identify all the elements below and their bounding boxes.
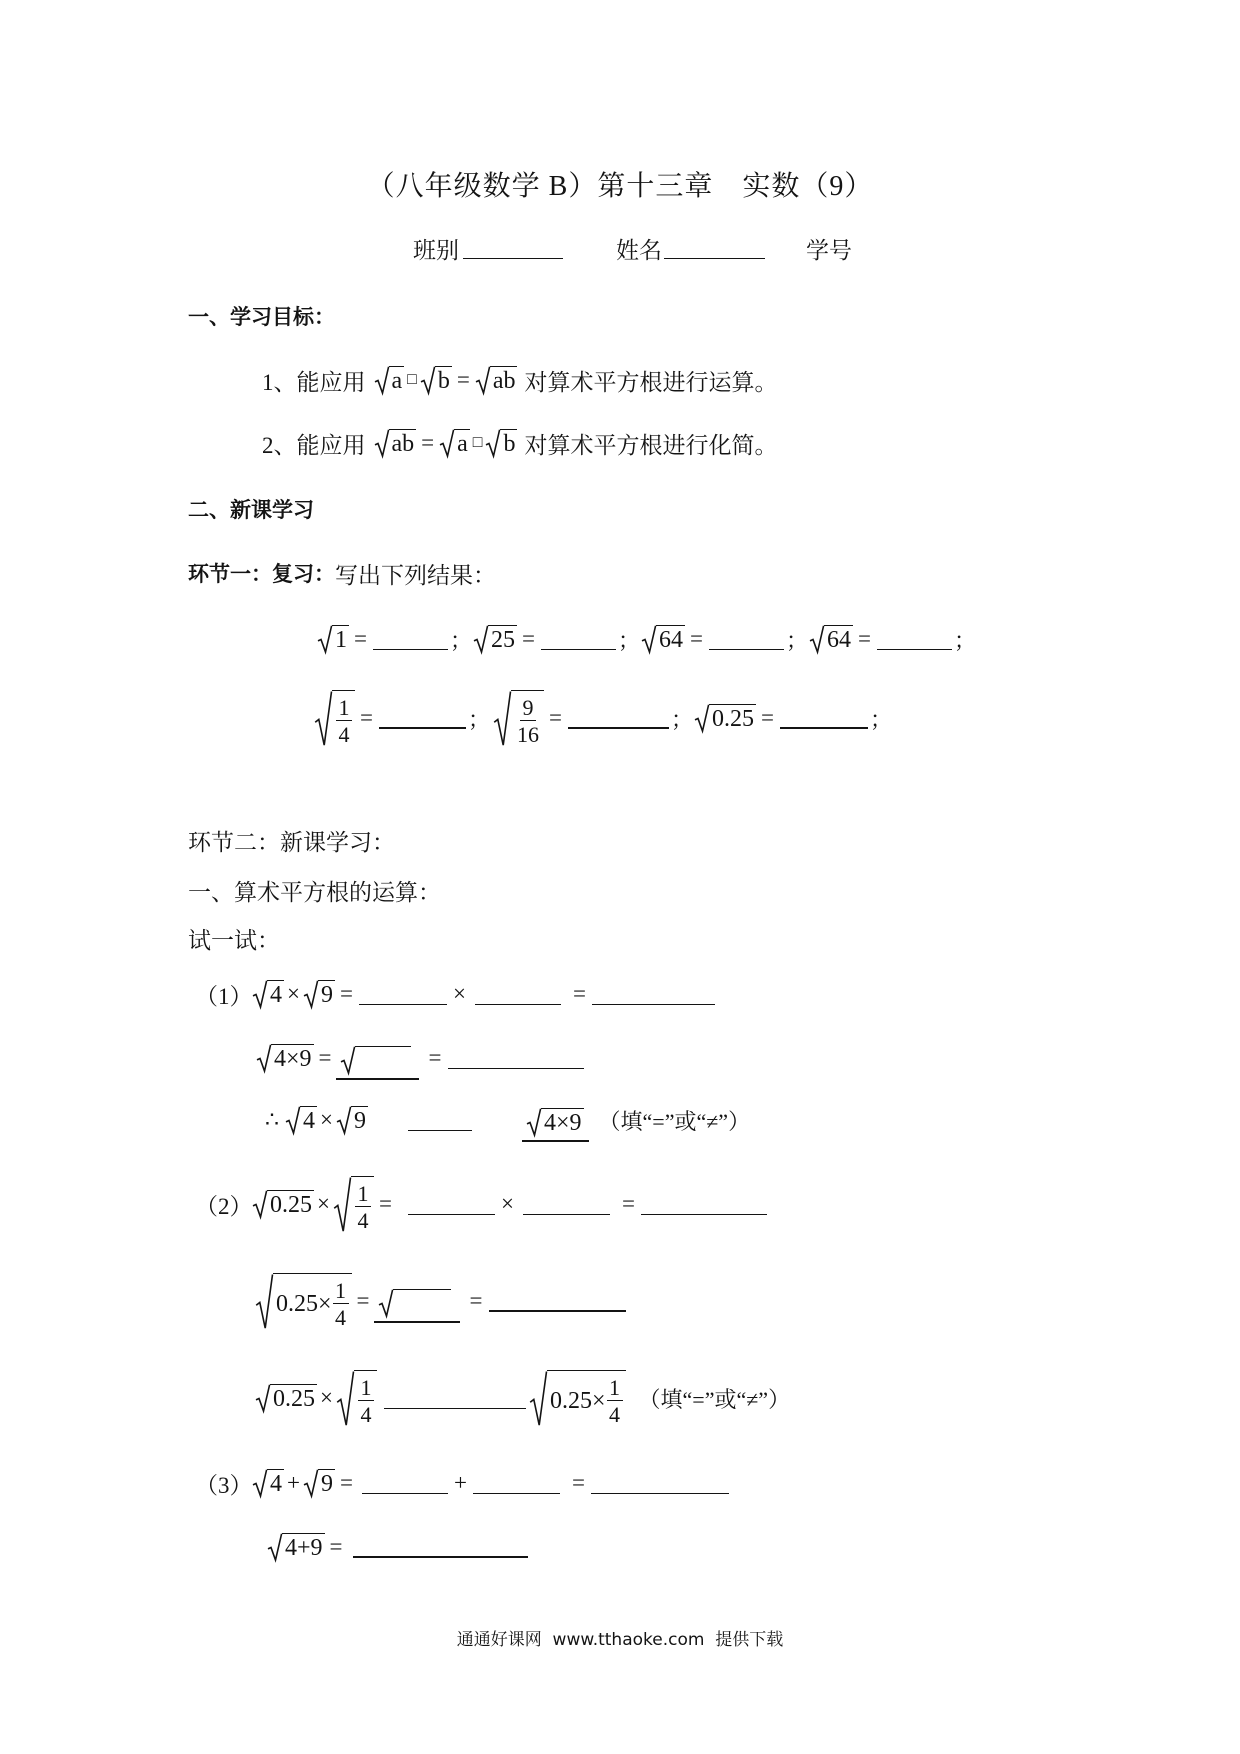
radical-sign: [493, 690, 511, 747]
radical-sign: [267, 1533, 282, 1561]
equals-sign: =: [354, 626, 367, 651]
fill-hint: （填“=”或“≠”）: [638, 1386, 791, 1412]
radical-sign: [252, 1469, 267, 1497]
answer-blank: [448, 1047, 584, 1069]
exercise-3-line-2: [266, 1507, 530, 1587]
radical-sign: [256, 1044, 271, 1072]
fill-hint: （填“=”或“≠”）: [598, 1108, 751, 1134]
equals-sign: =: [621, 1191, 635, 1216]
radical-stroke: [286, 1107, 300, 1133]
numerator: 1: [336, 695, 352, 721]
answer-blank-radical: [336, 1046, 419, 1080]
sqrt-expression: [267, 1533, 325, 1561]
sqrt-product-fraction: [255, 1273, 352, 1330]
radicand: [332, 690, 355, 747]
answer-blank: [362, 1472, 448, 1494]
sqrt-fraction: [493, 690, 544, 747]
answer-blank: [641, 1193, 767, 1215]
review-task: 写出下列结果：: [335, 562, 496, 588]
equals-sign: =: [318, 1045, 332, 1070]
radicand: 64: [824, 625, 853, 653]
sqrt-product-fraction: [529, 1370, 626, 1427]
radicand: a: [454, 429, 470, 457]
objective-lead: 1、能应用: [262, 369, 366, 395]
answer-blank: [709, 628, 784, 650]
therefore-sign: ∴: [265, 1107, 279, 1132]
radical-stroke: [256, 1385, 270, 1411]
sqrt-expression: [252, 1190, 314, 1218]
fraction: [355, 1181, 371, 1233]
class-label: 班别: [413, 237, 459, 263]
radical-stroke: [337, 1371, 353, 1425]
radical-sign: [374, 366, 389, 394]
radicand: [273, 1273, 352, 1330]
equals-sign: =: [469, 1288, 483, 1313]
try-label: 试一试：: [188, 927, 280, 953]
separator: ；: [617, 627, 640, 653]
radical-sign: [694, 704, 709, 732]
separator: ；: [953, 627, 976, 653]
radical-stroke: [304, 1470, 318, 1496]
fraction: [333, 1278, 349, 1330]
equals-sign: =: [339, 1470, 353, 1495]
underlined-expression: [522, 1108, 589, 1142]
sqrt-expression: [485, 429, 517, 457]
name-label: 姓名: [616, 237, 662, 263]
radicand: 9: [351, 1106, 368, 1134]
answer-blank: [592, 983, 715, 1005]
radicand: 0.25: [709, 704, 756, 732]
radical-stroke: [256, 1274, 272, 1328]
radical-stroke: [318, 626, 332, 652]
sqrt-expression: [641, 625, 685, 653]
equals-sign: =: [360, 705, 373, 730]
radicand: 4: [267, 1469, 284, 1497]
sqrt-expression: [252, 980, 284, 1008]
radicand-blank: [393, 1289, 451, 1317]
radical-stroke: [695, 705, 709, 731]
radical-sign: [340, 1046, 355, 1074]
numerator: 1: [333, 1278, 349, 1304]
separator: ；: [449, 627, 472, 653]
sqrt-expression: [473, 625, 517, 653]
class-blank: [463, 237, 563, 259]
answer-blank: [780, 707, 868, 729]
sqrt-expression: [439, 429, 470, 457]
topic-heading: 一、算术平方根的运算：: [188, 879, 441, 905]
answer-blank: [473, 1472, 560, 1494]
radicand: 0.25: [267, 1190, 314, 1218]
numerator: 1: [358, 1375, 374, 1401]
equals-sign: =: [522, 626, 535, 651]
radicand: a: [389, 366, 405, 394]
answer-blank: [541, 628, 616, 650]
exercise-label: （2）: [195, 1193, 253, 1219]
radicand: 4: [300, 1106, 317, 1134]
radical-stroke: [375, 367, 389, 393]
answer-blank: [475, 983, 561, 1005]
equals-sign: =: [421, 430, 435, 455]
denominator: 4: [338, 721, 350, 747]
radical-stroke: [474, 626, 488, 652]
exercise-2-line-3: [254, 1358, 790, 1438]
denominator: 4: [335, 1304, 347, 1330]
radicand: [547, 1370, 626, 1427]
radical-stroke: [253, 1191, 267, 1217]
numerator: 1: [607, 1375, 623, 1401]
radicand: [354, 1370, 377, 1427]
exercise-2-line-2: [254, 1261, 628, 1341]
sqrt-expression: [285, 1106, 317, 1134]
answer-blank: [568, 707, 669, 729]
exercise-label: （1）: [195, 983, 253, 1009]
sqrt-expression: [694, 704, 756, 732]
exercise-2-line-1: [195, 1164, 769, 1244]
denominator: 4: [360, 1401, 372, 1427]
answer-blank: [379, 707, 466, 729]
radical-sign: [314, 690, 332, 747]
radical-sign: [420, 366, 435, 394]
radicand: b: [500, 429, 517, 457]
radical-stroke: [253, 981, 267, 1007]
answer-blank: [359, 983, 447, 1005]
equals-sign: =: [571, 1470, 585, 1495]
radical-stroke: [334, 1177, 350, 1231]
separator: ；: [467, 706, 490, 732]
radicand-lead: 0.25×: [276, 1290, 332, 1317]
fraction: [515, 695, 541, 747]
times-sign: ×: [320, 1385, 333, 1410]
radical-sign: [378, 1289, 393, 1317]
radical-stroke: [527, 1109, 541, 1135]
sqrt-expression: [475, 366, 518, 394]
radicand: ab: [389, 429, 417, 457]
sqrt-expression: [303, 980, 335, 1008]
radical-sign: [475, 366, 490, 394]
radicand: 9: [318, 1469, 335, 1497]
answer-blank: [591, 1472, 729, 1494]
radical-sign: [252, 980, 267, 1008]
numerator: 9: [520, 695, 536, 721]
sqrt-fraction: [314, 690, 355, 747]
footer-credit: 通通好课网 www.tthaoke.com 提供下载: [456, 1629, 784, 1650]
equals-sign: =: [329, 1534, 343, 1559]
denominator: 4: [357, 1207, 369, 1233]
radical-sign: [439, 429, 454, 457]
plus-sign: +: [287, 1470, 300, 1495]
sqrt-expression: [336, 1106, 368, 1134]
answer-blank: [373, 628, 448, 650]
radicand: 0.25: [270, 1384, 317, 1412]
separator: ；: [869, 706, 892, 732]
radical-sign: [333, 1176, 351, 1233]
radicand: b: [435, 366, 452, 394]
radicand: 4: [267, 980, 284, 1008]
objective-item-2: [262, 403, 777, 483]
objective-tail: 对算术平方根进行运算。: [524, 369, 778, 395]
fraction: [607, 1375, 623, 1427]
radicand: 4×9: [271, 1044, 314, 1072]
radical-sign: [809, 625, 824, 653]
radicand: [351, 1176, 374, 1233]
times-sign: ×: [452, 981, 466, 1006]
radical-sign: [336, 1370, 354, 1427]
radical-stroke: [253, 1470, 267, 1496]
sqrt-expression: [317, 625, 349, 653]
student-info-row: [413, 208, 852, 288]
radical-sign: [255, 1273, 273, 1330]
radicand: 9: [318, 980, 335, 1008]
radical-stroke: [257, 1045, 271, 1071]
radicand: 25: [488, 625, 517, 653]
radical-stroke: [315, 691, 331, 745]
answer-blank: [877, 628, 952, 650]
new-lesson-heading: 二、新课学习: [188, 498, 314, 522]
stage-two-label: 环节二：新课学习：: [188, 829, 395, 855]
review-row-2: [313, 678, 892, 758]
fraction: [336, 695, 352, 747]
numerator: 1: [355, 1181, 371, 1207]
radical-sign: [303, 1469, 318, 1497]
sqrt-fraction: [333, 1176, 374, 1233]
equals-sign: =: [549, 705, 562, 730]
radical-sign: [252, 1190, 267, 1218]
radical-stroke: [375, 430, 389, 456]
equals-sign: =: [858, 626, 871, 651]
radical-stroke: [341, 1047, 355, 1073]
sqrt-expression: [340, 1046, 411, 1074]
review-row-1: [316, 599, 976, 679]
radical-stroke: [421, 367, 435, 393]
sqrt-expression: [526, 1108, 584, 1136]
operator-glyph: □: [407, 371, 417, 388]
denominator: 4: [609, 1401, 621, 1427]
radical-stroke: [642, 626, 656, 652]
radicand: 4+9: [282, 1533, 325, 1561]
radical-stroke: [440, 430, 454, 456]
radical-sign: [374, 429, 389, 457]
radical-stroke: [268, 1534, 282, 1560]
equals-sign: =: [339, 981, 353, 1006]
radical-sign: [285, 1106, 300, 1134]
comparison-blank: [408, 1109, 472, 1131]
sqrt-expression: [256, 1044, 314, 1072]
radical-sign: [526, 1108, 541, 1136]
operator-glyph: □: [472, 434, 483, 451]
objectives-heading: 一、学习目标：: [188, 305, 335, 329]
equals-sign: =: [690, 626, 703, 651]
equals-sign: =: [378, 1191, 392, 1216]
sqrt-expression: [420, 366, 452, 394]
radical-sign: [641, 625, 656, 653]
denominator: 16: [517, 721, 539, 747]
comparison-blank: [384, 1387, 526, 1409]
name-blank: [664, 237, 765, 259]
plus-sign: +: [453, 1470, 467, 1495]
radical-sign: [317, 625, 332, 653]
radicand: 4×9: [541, 1108, 584, 1136]
times-sign: ×: [320, 1107, 333, 1132]
separator: ；: [670, 706, 693, 732]
answer-blank: [489, 1290, 626, 1312]
answer-blank-radical: [374, 1289, 460, 1323]
radicand-blank: [355, 1046, 411, 1074]
sqrt-expression: [374, 429, 417, 457]
sqrt-expression: [303, 1469, 335, 1497]
review-stage-label: 环节一：复习：: [188, 562, 335, 586]
radical-sign: [255, 1384, 270, 1412]
sqrt-expression: [809, 625, 853, 653]
radical-sign: [529, 1370, 547, 1427]
sqrt-expression: [255, 1384, 317, 1412]
radical-stroke: [379, 1290, 393, 1316]
radical-stroke: [810, 626, 824, 652]
radical-sign: [485, 429, 500, 457]
times-sign: ×: [500, 1191, 514, 1216]
student-number-label: 学号: [806, 237, 852, 263]
radical-stroke: [530, 1371, 546, 1425]
answer-blank: [353, 1536, 528, 1558]
worksheet-title: （八年级数学 B）第十三章 实数（9）: [366, 171, 874, 202]
objective-lead: 2、能应用: [262, 432, 366, 458]
exercise-1-line-3: [265, 1080, 750, 1160]
sqrt-expression: [374, 366, 405, 394]
radical-stroke: [476, 367, 490, 393]
sqrt-expression: [378, 1289, 451, 1317]
equals-sign: =: [428, 1045, 442, 1070]
times-sign: ×: [287, 981, 300, 1006]
exercise-label: （3）: [195, 1472, 253, 1498]
answer-blank: [523, 1193, 610, 1215]
radical-stroke: [494, 691, 510, 745]
equals-sign: =: [456, 367, 470, 392]
fraction: [358, 1375, 374, 1427]
radicand: [511, 690, 544, 747]
equals-sign: =: [356, 1288, 370, 1313]
radical-stroke: [486, 430, 500, 456]
equals-sign: =: [572, 981, 586, 1006]
times-sign: ×: [317, 1191, 330, 1216]
equals-sign: =: [761, 705, 774, 730]
sqrt-fraction: [336, 1370, 377, 1427]
radicand: 64: [656, 625, 685, 653]
radical-sign: [303, 980, 318, 1008]
radicand-lead: 0.25×: [549, 1387, 606, 1414]
answer-blank: [408, 1193, 495, 1215]
radicand: 1: [332, 625, 349, 653]
radical-stroke: [337, 1107, 351, 1133]
objective-tail: 对算术平方根进行化简。: [524, 432, 778, 458]
radicand: ab: [490, 366, 518, 394]
radical-stroke: [304, 981, 318, 1007]
radical-sign: [473, 625, 488, 653]
radical-sign: [336, 1106, 351, 1134]
sqrt-expression: [252, 1469, 284, 1497]
separator: ；: [785, 627, 808, 653]
